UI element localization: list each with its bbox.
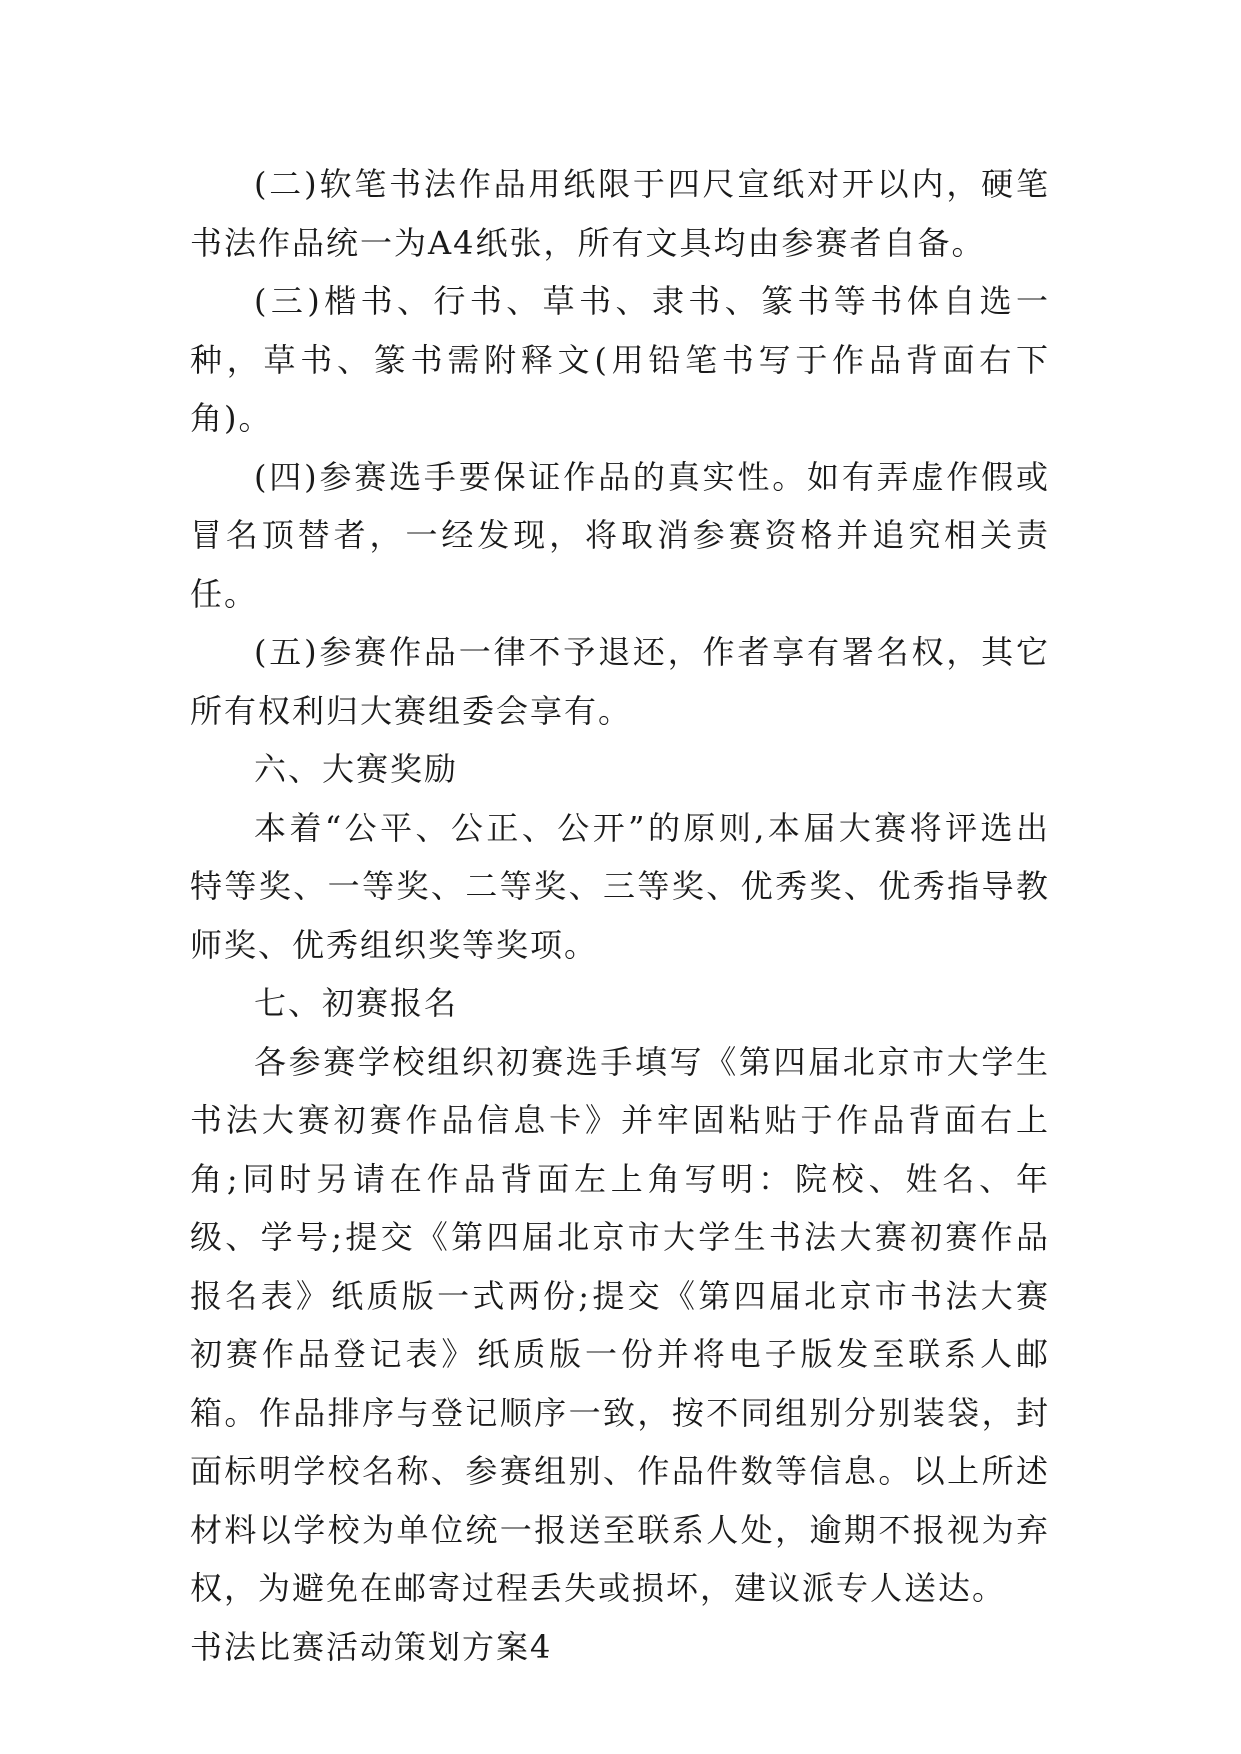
section-title: 书法比赛活动策划方案4 <box>190 1627 553 1666</box>
heading-registration: 七、初赛报名 <box>254 984 459 1022</box>
paragraph-awards: 本着“公平、公正、公开”的原则,本届大赛将评选出特等奖、一等奖、二等奖、三等奖、优秀奖、优秀指导教师奖、优秀组织奖等奖项。 <box>190 808 1050 964</box>
paragraph-registration: 各参赛学校组织初赛选手填写《第四届北京市大学生书法大赛初赛作品信息卡》并牢固粘贴于作品背面右上角;同时另请在作品背面左上角写明：院校、姓名、年级、学号;提交《第四届北京市大学生书法大赛初赛作品报名表》纸质版一式两份;提交《第四届北京市书法大赛初赛作品登记表》纸质版一份并将电子版发至联系人邮箱。作品排序与登记顺序一致，按不同组别分别装袋，封面标明学校名称、参赛组别、作品件数等信息。以上所述材料以学校为单位统一报送至联系人处，逾期不报视为弃权，为避免在邮寄过程丢失或损坏，建议派专人送达。 <box>190 1042 1050 1607</box>
paragraph-script-styles: (三)楷书、行书、草书、隶书、篆书等书体自选一种，草书、篆书需附释文(用铅笔书写于作品背面右下角)。 <box>190 282 1050 437</box>
document-page <box>190 155 1050 1676</box>
paragraph-authenticity: (四)参赛选手要保证作品的真实性。如有弄虚作假或冒名顶替者，一经发现，将取消参赛资格并追究相关责任。 <box>190 457 1050 613</box>
heading-awards: 六、大赛奖励 <box>254 750 459 788</box>
paragraph-paper-requirements: (二)软笔书法作品用纸限于四尺宣纸对开以内，硬笔书法作品统一为A4纸张，所有文具均由参赛者自备。 <box>190 165 1050 262</box>
paragraph-rights: (五)参赛作品一律不予退还，作者享有署名权，其它所有权利归大赛组委会享有。 <box>190 633 1050 730</box>
